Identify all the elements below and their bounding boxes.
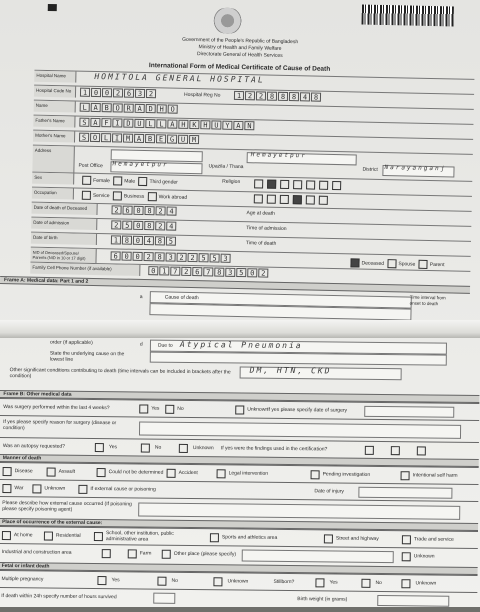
occupation-label: Occupation — [32, 188, 74, 200]
input-cell[interactable]: 2 — [155, 221, 165, 230]
input-cell[interactable]: 7 — [203, 267, 213, 276]
input-cell[interactable]: K — [189, 120, 199, 129]
autopsy-yes-label: Yes — [108, 444, 118, 451]
place-other-checkbox[interactable] — [162, 550, 171, 559]
input-cell[interactable]: I — [112, 118, 122, 127]
manner-undetermined-checkbox[interactable] — [97, 468, 106, 477]
place-home-label: At home — [13, 532, 33, 539]
autopsy-unknown-checkbox[interactable] — [179, 444, 188, 453]
mother-label: Mother's Name — [33, 131, 75, 143]
input-cell[interactable]: 0 — [102, 88, 112, 97]
row-d-label: Due to — [157, 342, 173, 349]
underlying-label: State the underlying cause on the lowest line — [49, 350, 125, 363]
mother-cells[interactable] — [79, 133, 199, 145]
place-trade-checkbox[interactable] — [402, 535, 411, 544]
dod-cells[interactable] — [111, 205, 176, 215]
manner-legal-label: Legal intervention — [228, 470, 269, 477]
hours-survived-label: If death within 24h specify number of hours survived — [1, 593, 117, 601]
place-unknown-checkbox[interactable] — [402, 552, 411, 561]
time-death-label: Time of death — [245, 240, 277, 247]
stillborn-no-checkbox[interactable] — [361, 579, 370, 588]
input-cell[interactable]: I — [112, 133, 122, 142]
surgery-date-label: If yes please specify date of surgery — [267, 406, 348, 414]
occupation-business-checkbox[interactable] — [113, 191, 122, 200]
manner-unknown-checkbox[interactable] — [32, 484, 41, 493]
surgery-reason-field[interactable] — [139, 421, 461, 438]
input-cell[interactable]: 2 — [245, 91, 255, 100]
order-label: order (if applicable) — [49, 339, 93, 346]
nid-spouse-checkbox[interactable] — [387, 259, 396, 268]
place-home-checkbox[interactable] — [2, 531, 11, 540]
place-farm-label: Farm — [139, 550, 152, 557]
row-d-prefix: d — [139, 341, 143, 348]
stillborn-label: Stillborn? — [273, 578, 295, 586]
surgery-yes-label: Yes — [151, 405, 160, 412]
input-cell[interactable]: 0 — [133, 221, 143, 230]
government-emblem — [210, 7, 245, 34]
input-cell[interactable]: N — [244, 121, 254, 130]
surgery-date-field[interactable] — [364, 406, 454, 418]
stillborn-unknown-label: Unknown — [415, 580, 437, 587]
input-cell[interactable]: 2 — [155, 206, 165, 215]
sex-male-label: Male — [124, 178, 136, 185]
hospital-code-label: Hospital Code No — [34, 86, 76, 98]
frame-b-section: Frame B: Other medical data — [0, 390, 479, 403]
place-farm-checkbox[interactable] — [128, 549, 137, 558]
barcode — [362, 5, 454, 27]
place-street-checkbox[interactable] — [324, 534, 333, 543]
input-cell[interactable]: F — [101, 118, 111, 127]
sex-label: Sex — [32, 173, 74, 185]
place-other-label: Other place (please specify) — [173, 550, 237, 558]
postoffice-value: Hemayetpur — [112, 160, 169, 169]
input-cell[interactable]: O — [113, 103, 123, 112]
place-sports-checkbox[interactable] — [210, 533, 219, 542]
manner-war-label: War — [14, 485, 24, 492]
input-cell[interactable]: B — [145, 134, 155, 143]
nid-cells[interactable] — [111, 251, 231, 263]
age-label: Age at death — [246, 210, 275, 217]
place-trade-label: Trade and service — [413, 536, 454, 543]
input-cell[interactable]: S — [79, 133, 89, 142]
nid-parent-label: Parent — [429, 261, 445, 269]
input-cell[interactable]: U — [134, 119, 144, 128]
hospital-reg-label: Hospital Reg No — [183, 91, 221, 99]
part-a-section: Frame A: Medical data: Part 1 and 2 — [0, 276, 470, 294]
upazila-label: Upazila / Thana — [208, 163, 244, 171]
input-cell[interactable]: 8 — [289, 92, 299, 101]
mobile-label: Family Cell Phone Number (if available) — [30, 263, 140, 276]
surgery-question: Was surgery performed within the last 4 weeks? — [3, 404, 110, 412]
dob-label: Date of birth — [31, 233, 97, 245]
input-cell[interactable]: 2 — [256, 91, 266, 100]
findings-no-checkbox[interactable] — [391, 446, 400, 455]
input-cell[interactable]: 8 — [144, 221, 154, 230]
input-cell[interactable]: 8 — [278, 92, 288, 101]
injury-date-label: Date of injury — [314, 488, 344, 495]
other-conditions-value: DM, HTN, CKD — [249, 365, 332, 376]
multiple-unknown-checkbox[interactable] — [213, 577, 222, 586]
input-cell[interactable]: A — [167, 119, 177, 128]
input-cell[interactable]: 2 — [144, 252, 154, 261]
nid-spouse-label: Spouse — [398, 261, 416, 268]
input-cell[interactable]: 0 — [91, 88, 101, 97]
manner-selfharm-label: Intentional self harm — [412, 472, 458, 479]
multiple-yes-checkbox[interactable] — [97, 576, 106, 585]
name-label: Name — [34, 101, 76, 113]
input-cell[interactable]: 2 — [258, 268, 268, 277]
input-cell[interactable]: 6 — [192, 267, 202, 276]
input-cell[interactable]: 1 — [159, 266, 169, 275]
corner-mark — [48, 4, 57, 11]
district-label: District — [362, 166, 378, 173]
birth-weight-field[interactable] — [377, 595, 449, 607]
lower-sheet — [0, 338, 480, 612]
input-cell[interactable]: S — [79, 118, 89, 127]
place-industrial-checkbox[interactable] — [102, 549, 111, 558]
input-cell[interactable]: 4 — [144, 236, 154, 245]
injury-date-field[interactable] — [358, 487, 452, 499]
input-cell[interactable]: 3 — [166, 252, 176, 261]
hospital-code-cells[interactable] — [80, 88, 156, 99]
religion-checkboxes[interactable] — [252, 179, 343, 190]
nid-parent-checkbox[interactable] — [419, 260, 428, 269]
manner-accident-label: Accident — [178, 469, 198, 477]
hours-survived-field[interactable] — [153, 593, 175, 604]
input-cell[interactable]: Y — [222, 121, 232, 130]
multiple-pregnancy-label: Multiple pregnancy — [1, 576, 44, 583]
input-cell[interactable]: 5 — [122, 221, 132, 230]
address-value: Hemayetpur — [250, 151, 307, 160]
input-cell[interactable]: L — [80, 103, 90, 112]
input-cell[interactable]: 6 — [124, 89, 134, 98]
admission-label: Date of admission — [31, 218, 97, 230]
place-section: Place of occurrence of the external cause: — [0, 518, 478, 531]
input-cell[interactable]: D — [146, 104, 156, 113]
input-cell[interactable]: 2 — [177, 253, 187, 262]
place-unknown-label: Unknown — [413, 553, 435, 560]
manner-disease-label: Disease — [14, 468, 33, 475]
sex-options — [80, 176, 178, 187]
input-cell[interactable]: L — [156, 119, 166, 128]
input-cell[interactable]: A — [90, 118, 100, 127]
input-cell[interactable]: 5 — [166, 236, 176, 245]
place-industrial-label: Industrial and construction area — [1, 549, 72, 556]
surgery-yes-checkbox[interactable] — [139, 404, 148, 413]
input-cell[interactable]: 8 — [155, 252, 165, 261]
input-cell[interactable]: 2 — [188, 253, 198, 262]
manner-selfharm-checkbox[interactable] — [401, 471, 410, 480]
dob-cells[interactable] — [111, 235, 176, 245]
input-cell[interactable]: 4 — [300, 92, 310, 101]
input-cell[interactable]: A — [134, 134, 144, 143]
external-describe-label: Please describe how external cause occurred (If poisoning please specify poisoning agent) — [2, 500, 132, 513]
place-school-checkbox[interactable] — [94, 532, 103, 541]
occupation-options — [80, 191, 187, 202]
occupation-abroad-label: Work abroad — [158, 194, 188, 201]
input-cell[interactable]: D — [123, 119, 133, 128]
input-cell[interactable]: 2 — [111, 205, 121, 214]
input-cell[interactable]: U — [178, 135, 188, 144]
birth-weight-label: Birth weight (in grams) — [297, 596, 348, 603]
directorate-line: Directorate General of Health Services — [196, 51, 283, 59]
admission-cells[interactable] — [111, 220, 176, 230]
gov-line: Government of the People's Republic of Bangladesh — [182, 36, 299, 46]
input-cell[interactable]: 2 — [146, 89, 156, 98]
manner-accident-checkbox[interactable] — [167, 469, 176, 478]
surgery-unknown-label: Unknown — [247, 406, 269, 413]
name-cells[interactable] — [80, 103, 178, 114]
postoffice-label: Post Office — [78, 162, 103, 170]
surgery-no-checkbox[interactable] — [165, 405, 174, 414]
district-value: Narayanganj — [384, 164, 447, 173]
autopsy-question: Was an autopsy requested? — [2, 443, 65, 450]
surgery-reason-label: If yes please specify reason for surgery (disease or condition) — [3, 419, 117, 432]
input-cell[interactable]: 1 — [234, 91, 244, 100]
sex-third-label: Third gender — [149, 178, 178, 186]
poisoning-label: If external cause or poisoning — [90, 485, 156, 493]
manner-assault-checkbox[interactable] — [47, 467, 56, 476]
input-cell[interactable]: 6 — [111, 251, 121, 260]
stillborn-unknown-checkbox[interactable] — [401, 579, 410, 588]
sex-female-label: Female — [93, 177, 110, 185]
place-sports-label: Sports and athletics area — [221, 534, 278, 541]
input-cell[interactable]: M — [189, 135, 199, 144]
occupation-abroad-checkbox[interactable] — [148, 192, 157, 201]
poisoning-checkbox[interactable] — [78, 485, 87, 494]
input-cell[interactable]: L — [101, 133, 111, 142]
input-cell[interactable]: 7 — [170, 267, 180, 276]
interval-label: Time interval from onset to death — [409, 294, 446, 307]
manner-unknown-label: Unknown — [44, 485, 66, 492]
input-cell[interactable]: H — [157, 104, 167, 113]
input-cell[interactable]: 3 — [225, 268, 235, 277]
dod-label: Date of death of Deceased — [31, 203, 97, 215]
input-cell[interactable]: L — [145, 119, 155, 128]
input-cell[interactable]: 0 — [122, 252, 132, 261]
manner-undetermined-label: Could not be determined — [108, 469, 164, 476]
input-cell[interactable]: 0 — [133, 252, 143, 261]
input-cell[interactable]: O — [90, 133, 100, 142]
input-cell[interactable]: 8 — [311, 92, 321, 101]
cause-a-label: Cause of death — [164, 294, 199, 302]
input-cell[interactable]: 3 — [135, 89, 145, 98]
input-cell[interactable]: 5 — [209, 253, 219, 262]
input-cell[interactable]: 2 — [111, 220, 121, 229]
input-cell[interactable]: 2 — [113, 88, 123, 97]
multiple-unknown-label: Unknown — [227, 578, 249, 585]
autopsy-yes-checkbox[interactable] — [95, 443, 104, 452]
hospital-name-label: Hospital Name — [34, 71, 76, 83]
manner-assault-label: Assault — [58, 468, 76, 475]
place-street-label: Street and highway — [335, 535, 379, 542]
input-cell[interactable]: H — [178, 120, 188, 129]
input-cell[interactable]: 3 — [220, 254, 230, 263]
stillborn-yes-label: Yes — [329, 579, 338, 586]
input-cell[interactable]: 8 — [214, 268, 224, 277]
form-title: International Form of Medical Certificate of Cause of Death — [148, 62, 331, 73]
input-cell[interactable]: H — [200, 120, 210, 129]
occupation-checkboxes[interactable] — [252, 194, 330, 205]
place-residential-label: Residential — [55, 532, 81, 539]
stillborn-yes-checkbox[interactable] — [315, 578, 324, 587]
place-other-field[interactable] — [242, 550, 394, 564]
hospital-reg-cells[interactable] — [234, 91, 321, 102]
mobile-cells[interactable] — [148, 266, 268, 278]
multiple-yes-label: Yes — [111, 577, 120, 584]
input-cell[interactable]: E — [156, 134, 166, 143]
input-cell[interactable]: A — [135, 104, 145, 113]
stillborn-no-label: No — [375, 579, 382, 587]
input-cell[interactable]: 2 — [181, 267, 191, 276]
autopsy-no-checkbox[interactable] — [141, 443, 150, 452]
multiple-no-checkbox[interactable] — [157, 577, 166, 586]
input-cell[interactable]: 1 — [111, 235, 121, 244]
manner-legal-checkbox[interactable] — [217, 469, 226, 478]
surgery-no-label: No — [177, 405, 184, 412]
input-cell[interactable]: 4 — [166, 206, 176, 215]
findings-unknown-checkbox[interactable] — [417, 446, 426, 455]
row-a-prefix: a — [139, 293, 143, 301]
input-cell[interactable]: O — [168, 104, 178, 113]
input-cell[interactable]: 0 — [133, 206, 143, 215]
infant-section: Fetal or infant death — [0, 562, 478, 575]
nid-deceased-checkbox[interactable] — [350, 258, 359, 267]
sex-male-checkbox[interactable] — [113, 176, 122, 185]
place-residential-checkbox[interactable] — [44, 531, 53, 540]
occupation-service-checkbox[interactable] — [82, 191, 91, 200]
input-cell[interactable]: 8 — [267, 92, 277, 101]
input-cell[interactable]: R — [124, 104, 134, 113]
input-cell[interactable]: 8 — [122, 236, 132, 245]
input-cell[interactable]: A — [233, 121, 243, 130]
nid-deceased-label: Deceased — [361, 260, 385, 267]
input-cell[interactable]: U — [211, 120, 221, 129]
input-cell[interactable]: 8 — [155, 236, 165, 245]
nid-label: NID of Deceased/Spouse/ Parents (NID in 10 or 17 digit) — [30, 248, 96, 263]
manner-war-checkbox[interactable] — [2, 484, 11, 493]
findings-yes-checkbox[interactable] — [365, 446, 374, 455]
cause-d-value: Atypical Pneumonia — [179, 339, 303, 351]
sex-female-checkbox[interactable] — [82, 176, 91, 185]
input-cell[interactable]: 5 — [199, 253, 209, 262]
father-cells[interactable] — [79, 118, 254, 131]
input-cell[interactable]: 1 — [80, 88, 90, 97]
ministry-line: Ministry of Health and Family Welfare — [198, 44, 282, 52]
manner-pending-label: Pending investigation — [322, 471, 371, 478]
input-cell[interactable]: 6 — [122, 206, 132, 215]
multiple-no-label: No — [171, 577, 178, 584]
religion-label: Religion — [222, 178, 241, 186]
input-cell[interactable]: G — [167, 134, 177, 143]
other-conditions-label: Other significant conditions contributing to death (time intervals can be included in brackets after the condition) — [9, 367, 231, 380]
input-cell[interactable]: B — [102, 103, 112, 112]
page-fold — [0, 320, 480, 338]
occupation-service-label: Service — [92, 192, 110, 200]
external-describe-field[interactable] — [138, 502, 460, 519]
autopsy-unknown-label: Unknown — [192, 445, 214, 452]
input-cell[interactable]: A — [91, 103, 101, 112]
input-cell[interactable]: 5 — [236, 268, 246, 277]
manner-disease-checkbox[interactable] — [3, 467, 12, 476]
place-school-label: School, other institution, public administrative area — [105, 530, 174, 543]
input-cell[interactable]: 0 — [247, 268, 257, 277]
input-cell[interactable]: M — [123, 134, 133, 143]
surgery-unknown-checkbox[interactable] — [235, 405, 244, 414]
hospital-name-value[interactable]: HOMITOLA GENERAL HOSPITAL — [94, 71, 265, 85]
sex-third-checkbox[interactable] — [138, 177, 147, 186]
input-cell[interactable]: 0 — [148, 266, 158, 275]
manner-section: Manner of death — [0, 454, 479, 467]
occupation-business-label: Business — [123, 193, 145, 200]
autopsy-findings-label: If yes were the findings used in the certification? — [220, 445, 328, 453]
father-label: Father's Name — [33, 116, 75, 128]
autopsy-no-label: No — [154, 444, 162, 451]
underlying-field[interactable] — [150, 352, 447, 366]
input-cell[interactable]: 0 — [133, 236, 143, 245]
input-cell[interactable]: 4 — [166, 221, 176, 230]
time-admission-label: Time of admission — [246, 225, 287, 233]
input-cell[interactable]: 8 — [144, 206, 154, 215]
manner-pending-checkbox[interactable] — [311, 470, 320, 479]
address-label: Address — [32, 146, 75, 173]
